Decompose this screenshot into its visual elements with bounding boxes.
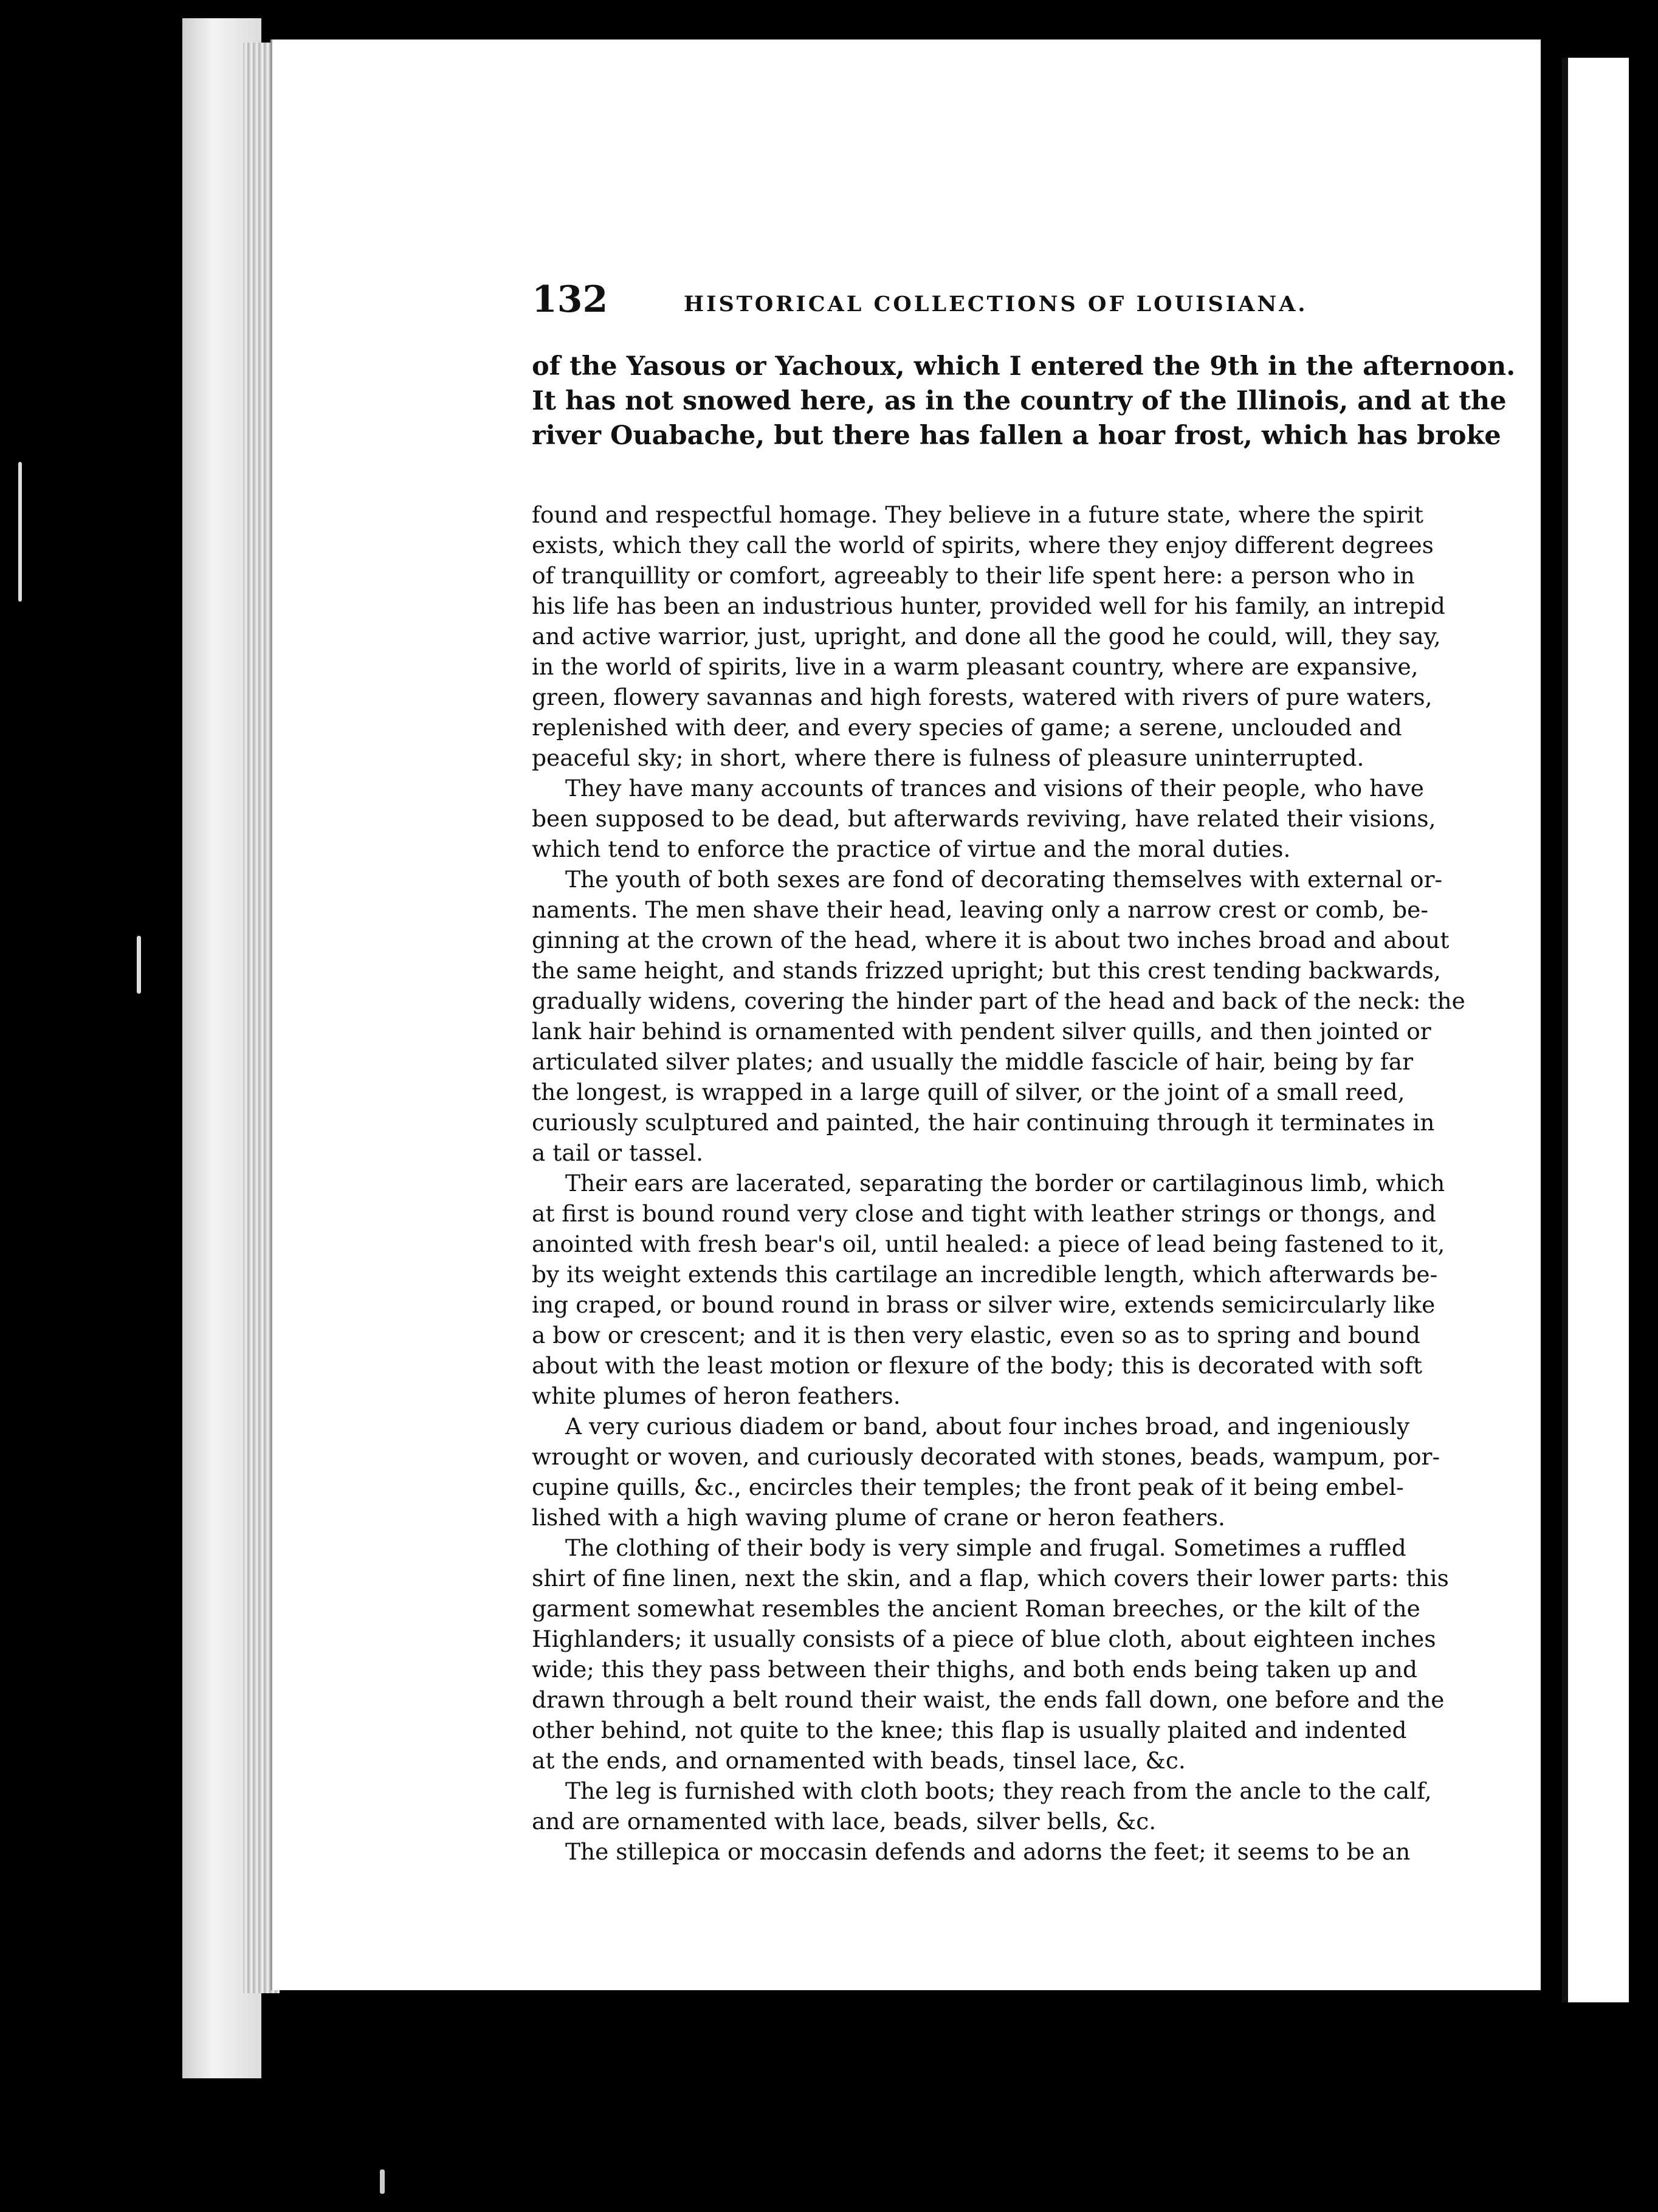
text-line: green, flowery savannas and high forests, watered with rivers of pure waters, — [532, 684, 1433, 710]
text-line: peaceful sky; in short, where there is fulness of pleasure uninterrupted. — [532, 744, 1364, 771]
text-line: naments. The men shave their head, leaving only a narrow crest or comb, be- — [532, 896, 1429, 923]
text-line: other behind, not quite to the knee; this flap is usually plaited and indented — [532, 1717, 1407, 1743]
facing-page-edge — [1562, 58, 1629, 2002]
running-title: HISTORICAL COLLECTIONS OF LOUISIANA. — [684, 292, 1308, 317]
text-line: The stillepica or moccasin defends and adorns the feet; it seems to be an — [565, 1838, 1411, 1865]
text-line: his life has been an industrious hunter, provided well for his family, an intrepid — [532, 592, 1445, 619]
text-line: by its weight extends this cartilage an incredible length, which afterwards be- — [532, 1261, 1438, 1288]
text-line: wrought or woven, and curiously decorated with stones, beads, wampum, por- — [532, 1443, 1440, 1470]
text-line: drawn through a belt round their waist, the ends fall down, one before and the — [532, 1686, 1445, 1713]
text-line: gradually widens, covering the hinder part of the head and back of the neck: the — [532, 987, 1465, 1014]
text-line: white plumes of heron feathers. — [532, 1382, 901, 1409]
text-line: the longest, is wrapped in a large quill of silver, or the joint of a small reed, — [532, 1079, 1405, 1105]
paragraph — [532, 1411, 1440, 1533]
text-line: garment somewhat resembles the ancient Roman breeches, or the kilt of the — [532, 1595, 1420, 1622]
text-line: the same height, and stands frizzed upright; but this crest tending backwards, — [532, 957, 1441, 984]
text-line: shirt of fine linen, next the skin, and a flap, which covers their lower parts: this — [532, 1565, 1449, 1592]
text-line: lished with a high waving plume of crane or heron feathers. — [532, 1504, 1225, 1531]
text-line: about with the least motion or flexure of the body; this is decorated with soft — [532, 1352, 1423, 1379]
text-line: They have many accounts of trances and visions of their people, who have — [565, 775, 1424, 802]
text-line: The leg is furnished with cloth boots; they reach from the ancle to the calf, — [565, 1777, 1432, 1804]
fragment-line: river Ouabache, but there has fallen a hoar frost, which has broke — [532, 421, 1501, 451]
paragraph — [532, 864, 1465, 1168]
paragraph — [532, 500, 1445, 773]
text-line: ing craped, or bound round in brass or silver wire, extends semicircularly like — [532, 1291, 1436, 1318]
text-line: wide; this they pass between their thighs, and both ends being taken up and — [532, 1656, 1417, 1683]
overlaid-text-fragment — [532, 349, 1516, 453]
text-line: in the world of spirits, live in a warm pleasant country, where are expansive, — [532, 653, 1419, 680]
text-line: ginning at the crown of the head, where it is about two inches broad and about — [532, 927, 1450, 953]
scan-speck — [380, 2169, 385, 2194]
text-line: exists, which they call the world of spirits, where they enjoy different degrees — [532, 532, 1434, 558]
paragraph — [532, 1836, 1411, 1867]
scan-speck — [18, 462, 22, 602]
text-line: of tranquillity or comfort, agreeably to their life spent here: a person who in — [532, 562, 1415, 589]
text-line: and active warrior, just, upright, and done all the good he could, will, they say, — [532, 623, 1441, 650]
paragraph — [532, 773, 1436, 864]
text-line: cupine quills, &c., encircles their temples; the front peak of it being embel- — [532, 1474, 1404, 1500]
text-line: anointed with fresh bear's oil, until healed: a piece of lead being fastened to it, — [532, 1231, 1445, 1257]
running-head — [532, 278, 1401, 327]
paragraph — [532, 1533, 1449, 1776]
page-number: 132 — [532, 278, 608, 321]
text-line: curiously sculptured and painted, the hair continuing through it terminates in — [532, 1109, 1435, 1136]
text-line: found and respectful homage. They believe in a future state, where the spirit — [532, 501, 1423, 528]
fragment-line: of the Yasous or Yachoux, which I entered the 9th in the afternoon. — [532, 351, 1516, 382]
text-line: articulated silver plates; and usually the middle fascicle of hair, being by far — [532, 1048, 1413, 1075]
text-line: and are ornamented with lace, beads, silver bells, &c. — [532, 1808, 1157, 1835]
text-line: The clothing of their body is very simple and frugal. Sometimes a ruffled — [565, 1534, 1406, 1561]
text-line: Highlanders; it usually consists of a piece of blue cloth, about eighteen inches — [532, 1626, 1436, 1652]
text-line: The youth of both sexes are fond of decorating themselves with external or- — [565, 866, 1443, 893]
text-line: which tend to enforce the practice of virtue and the moral duties. — [532, 836, 1291, 862]
text-line: a tail or tassel. — [532, 1139, 704, 1166]
text-line: at the ends, and ornamented with beads, tinsel lace, &c. — [532, 1747, 1186, 1774]
text-line: lank hair behind is ornamented with pendent silver quills, and then jointed or — [532, 1018, 1431, 1045]
text-line: a bow or crescent; and it is then very elastic, even so as to spring and bound — [532, 1322, 1420, 1348]
text-line: been supposed to be dead, but afterwards reviving, have related their visions, — [532, 805, 1436, 832]
text-line: replenished with deer, and every species of game; a serene, unclouded and — [532, 714, 1402, 741]
body-text — [532, 500, 1465, 1867]
text-line: at first is bound round very close and tight with leather strings or thongs, and — [532, 1200, 1436, 1227]
scan-speck — [137, 936, 141, 994]
text-line: Their ears are lacerated, separating the border or cartilaginous limb, which — [565, 1170, 1445, 1197]
paragraph — [532, 1776, 1432, 1836]
paragraph — [532, 1168, 1445, 1411]
text-line: A very curious diadem or band, about four inches broad, and ingeniously — [565, 1413, 1410, 1440]
fragment-line: It has not snowed here, as in the country of the Illinois, and at the — [532, 386, 1507, 416]
